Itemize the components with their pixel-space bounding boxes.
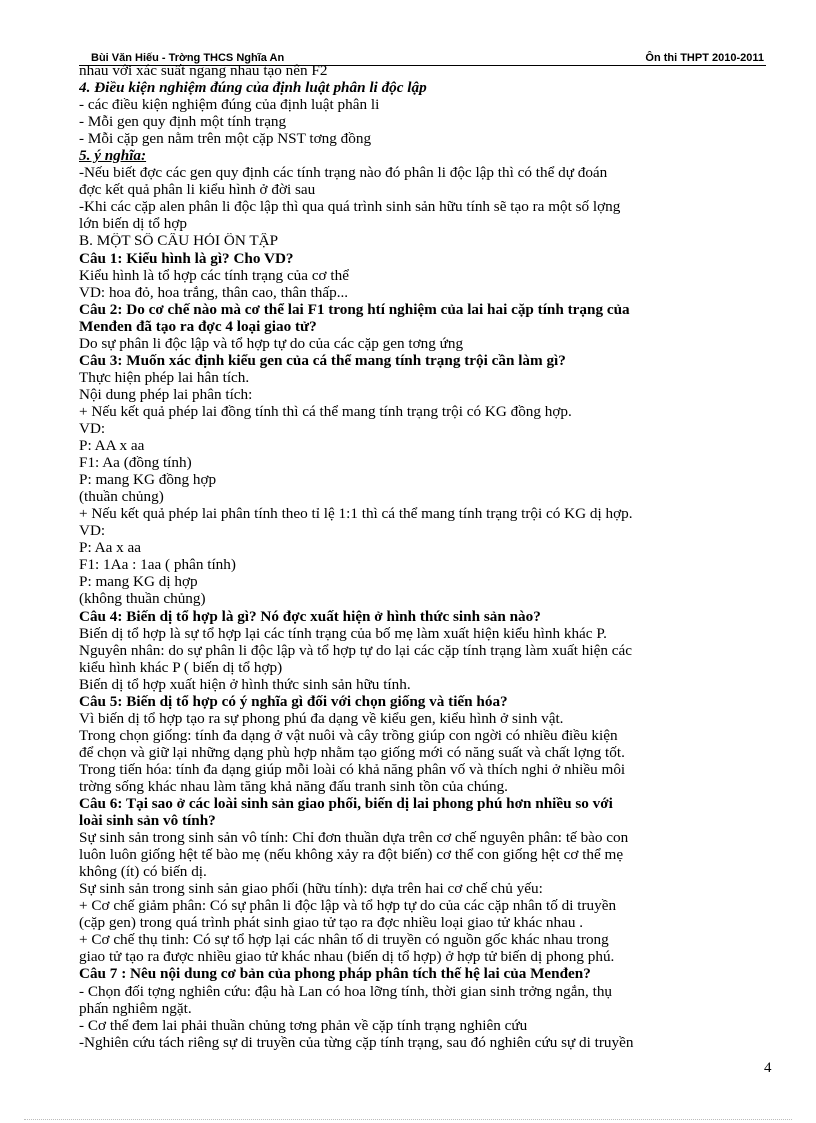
text-line: + Nếu kết quả phép lai đồng tính thì cá thể mang tính trạng trội có KG đồng hợp. [79,403,572,420]
text-line: B. MỘT SỐ CÂU HỎI ÔN TẬP [79,233,279,250]
text-line: + Nếu kết quả phép lai phân tính theo tỉ lệ 1:1 thì cá thể mang tính trạng trội có KG dị hợp. [79,506,633,523]
text-line: Biến dị tổ hợp xuất hiện ở hình thức sinh sản hữu tính. [79,676,411,693]
text-line: VD: [79,523,106,540]
text-line: -Nếu biết đợc các gen quy định các tính trạng nào đó phân li độc lập thì có thể dự đoán [79,165,608,182]
page-number: 4 [764,1060,772,1076]
text-line: để chọn và giữ lại những dạng phù hợp nhằm tạo giống mới có năng suất và chất lợng tốt. [79,744,625,761]
text-line: nhau với xác suất ngang nhau tạo nên F2 [79,63,328,79]
text-line: P: AA x aa [79,438,145,455]
text-line: luôn luôn giống hệt tế bào mẹ (nếu không xảy ra đột biến) cơ thể con giống hệt cơ thể mẹ [79,847,624,864]
text-line: (cặp gen) trong quá trình phát sinh giao tử tạo ra đợc nhiều loại giao tử khác nhau . [79,915,584,932]
text-line: không (ít) có biến dị. [79,864,207,881]
text-line: lớn biến dị tổ hợp [79,216,188,233]
text-line: Trong tiến hóa: tính đa dạng giúp mỗi loài có khả năng phân vố và thích nghi ở nhiều môi [79,761,626,778]
text-line: (không thuần chủng) [79,591,206,608]
page-bottom-border [24,1119,792,1120]
text-line: - Mỗi cặp gen nằm trên một cặp NST tơng đồng [79,131,372,148]
header-author-school: Bùi Văn Hiếu - Trờng THCS Nghĩa An [91,52,285,64]
text-line: Kiểu hình là tổ hợp các tính trạng của cơ thể [79,267,349,284]
text-line: Trong chọn giống: tính đa dạng ở vật nuôi và cây trồng giúp con ngời có nhiều điều kiện [79,727,618,744]
text-line: Sự sinh sản trong sinh sản giao phối (hữu tính): dựa trên hai cơ chế chủ yếu: [79,881,543,898]
document-body [79,63,772,1052]
text-line: VD: [79,420,106,437]
text-line: Câu 2: Do cơ chế nào mà cơ thể lai F1 trong htí nghiệm của lai hai cặp tính trạng của [79,301,630,318]
text-line: + Cơ chế giảm phân: Có sự phân li độc lập và tổ hợp tự do của các cặp nhân tố di truyền [79,898,617,915]
text-line: + Cơ chế thụ tinh: Có sự tổ hợp lại các nhân tố di truyền có nguồn gốc khác nhau trong [79,932,609,949]
text-line: Do sự phân li độc lập và tổ hợp tự do của các cặp gen tơng ứng [79,335,464,352]
text-line: Sự sinh sản trong sinh sản vô tính: Chỉ đơn thuần dựa trên cơ chế nguyên phân: tế bào con [79,830,629,847]
text-line: - các điều kiện nghiệm đúng của định luật phân li [79,97,380,114]
text-line: - Chọn đối tợng nghiên cứu: đậu hà Lan có hoa lỡng tính, thời gian sinh trởng ngắn, thụ [79,983,613,1000]
text-line: Câu 4: Biến dị tổ hợp là gì? Nó đợc xuất hiện ở hình thức sinh sản nào? [79,608,541,625]
text-line: giao tử tạo ra được nhiều giao tử khác nhau (biến dị tổ hợp) ở hợp tử biến dị phong phú. [79,949,615,966]
text-line: Nguyên nhân: do sự phân li độc lập và tổ hợp tự do lại các cặp tính trạng làm xuất hiện các [79,642,632,659]
text-line: VD: hoa đỏ, hoa trắng, thân cao, thân thấp... [79,284,349,301]
text-line: 4. Điều kiện nghiệm đúng của định luật phân li độc lập [79,80,427,97]
text-line: phấn nghiêm ngặt. [79,1000,192,1017]
text-line: Vì biến dị tổ hợp tạo ra sự phong phú đa dạng về kiểu gen, kiểu hình ở sinh vật. [79,710,564,727]
text-line: Câu 1: Kiểu hình là gì? Cho VD? [79,250,294,267]
text-line: -Khi các cặp alen phân li độc lập thì qua quá trình sinh sản hữu tính sẽ tạo ra một số lợng [79,199,621,216]
header-exam-title: Ôn thi THPT 2010-2011 [645,52,764,64]
text-line: P: Aa x aa [79,540,142,557]
text-line: trờng sống khác nhau làm tăng khả năng đấu tranh sinh tồn của chúng. [79,778,508,795]
text-line: Thực hiện phép lai hân tích. [79,369,250,386]
text-line: Nội dung phép lai phân tích: [79,386,253,403]
text-line: P: mang KG dị hợp [79,574,198,591]
text-line: P: mang KG đồng hợp [79,472,217,489]
text-line: F1: 1Aa : 1aa ( phân tính) [79,557,236,574]
text-line: Câu 7 : Nêu nội dung cơ bản của phong pháp phân tích thế hệ lai của Menđen? [79,966,591,983]
text-line: Biến dị tổ hợp là sự tổ hợp lại các tính trạng của bố mẹ làm xuất hiện kiểu hình khác P. [79,625,607,642]
text-line: Câu 6: Tại sao ở các loài sinh sản giao phối, biến dị lai phong phú hơn nhiều so với [79,796,613,813]
text-line: Menđen đã tạo ra đợc 4 loại giao tử? [79,318,317,335]
text-line: 5. ý nghĩa: [79,148,147,165]
text-line: - Mỗi gen quy định một tính trạng [79,114,287,131]
text-line: loài sinh sản vô tính? [79,813,216,830]
text-line: kiểu hình khác P ( biến dị tổ hợp) [79,659,283,676]
text-line: (thuần chủng) [79,489,164,506]
text-line: Câu 5: Biến dị tổ hợp có ý nghĩa gì đối với chọn giống và tiến hóa? [79,693,508,710]
text-line: Câu 3: Muốn xác định kiểu gen của cá thể mang tính trạng trội cần làm gì? [79,352,566,369]
text-line: F1: Aa (đồng tính) [79,455,192,472]
text-line: đợc kết quả phân li kiểu hình ở đời sau [79,182,316,199]
text-line: -Nghiên cứu tách riêng sự di truyền của từng cặp tính trạng, sau đó nghiên cứu sự di truyền [79,1034,634,1051]
text-line: - Cơ thể đem lai phải thuần chủng tơng phản về cặp tính trạng nghiên cứu [79,1017,528,1034]
